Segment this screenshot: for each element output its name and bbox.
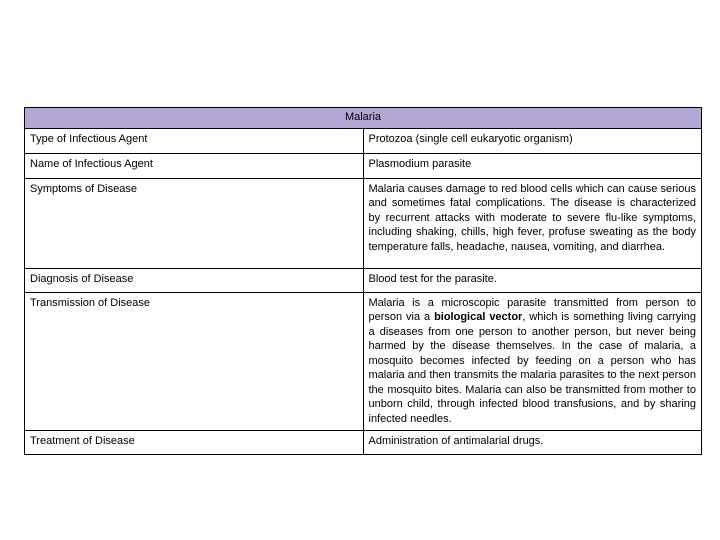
row-label-treatment: Treatment of Disease: [25, 431, 364, 455]
row-value-infectious-agent-name: Plasmodium parasite: [363, 153, 702, 178]
row-value-infectious-agent-type: Protozoa (single cell eukaryotic organism): [363, 128, 702, 153]
malaria-table-container: [24, 107, 702, 455]
transmission-text-bold: biological vector: [434, 311, 523, 323]
row-label-infectious-agent-type: Type of Infectious Agent: [25, 128, 364, 153]
table-row: [25, 128, 702, 153]
row-value-transmission: [363, 292, 702, 431]
table-row: [25, 292, 702, 431]
row-value-diagnosis: Blood test for the parasite.: [363, 268, 702, 292]
table-row: [25, 153, 702, 178]
table-row: [25, 268, 702, 292]
transmission-text-post: , which is something living carrying a diseases from one person to another person, but never being harmed by the disease themselves. In the case of malaria, a mosquito becomes infected by feeding on a person who has malaria and then transmits the malaria parasites to the next person the mosquito bites. Malaria can also be transmitted from mother to unborn child, through infected blood transfusions, and by sharing infected needles.: [368, 311, 696, 425]
row-value-symptoms: Malaria causes damage to red blood cells which can cause serious and sometimes fatal complications. The disease is characterized by recurrent attacks with moderate to severe flu-like symptoms, including shaking, chills, high fever, profuse sweating as the body temperature falls, headache, nausea, vomiting, and diarrhea.: [363, 178, 702, 268]
row-label-infectious-agent-name: Name of Infectious Agent: [25, 153, 364, 178]
row-label-transmission: Transmission of Disease: [25, 292, 364, 431]
row-label-diagnosis: Diagnosis of Disease: [25, 268, 364, 292]
row-value-treatment: Administration of antimalarial drugs.: [363, 431, 702, 455]
transmission-text-pre: Malaria is a microscopic parasite transmitted from person to person via a: [368, 296, 696, 323]
table-row: [25, 178, 702, 268]
table-header-row: [25, 108, 702, 129]
malaria-info-table: [24, 107, 702, 455]
row-label-symptoms: Symptoms of Disease: [25, 178, 364, 268]
table-title: Malaria: [25, 108, 702, 129]
table-row: [25, 431, 702, 455]
